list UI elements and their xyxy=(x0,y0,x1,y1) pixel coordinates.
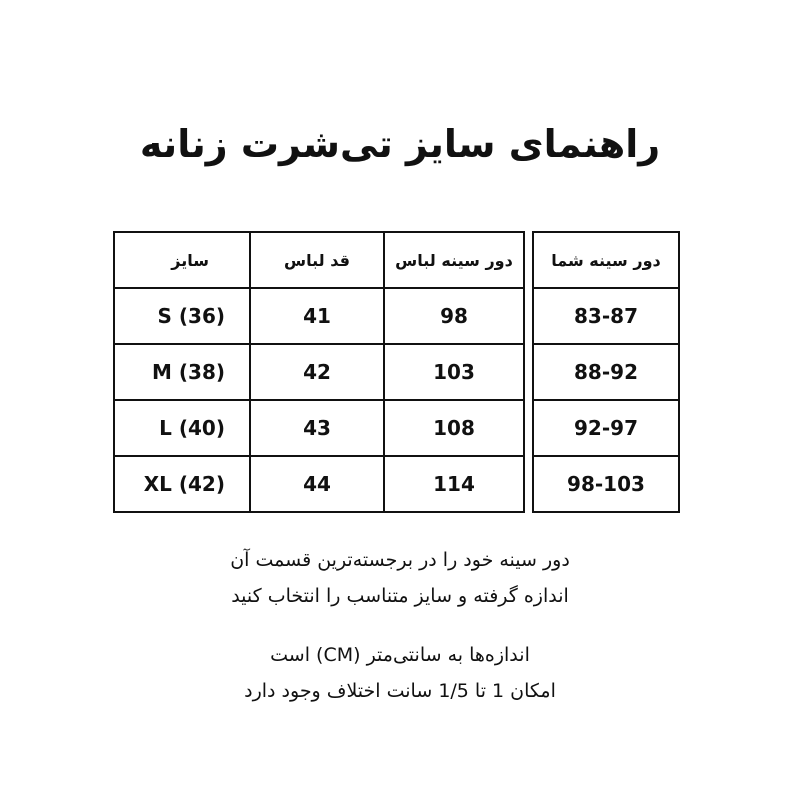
table-row xyxy=(533,456,679,512)
instruction-line: دور سینه خود را در برجسته‌ترین قسمت آن xyxy=(230,549,570,571)
table-row xyxy=(114,400,524,456)
garment-chest-cell: 114 xyxy=(384,456,524,512)
page-title: راهنمای سایز تی‌شرت زنانه xyxy=(139,122,661,166)
instruction-line: اندازه گرفته و سایز متناسب را انتخاب کنید xyxy=(231,585,569,607)
body-chest-column-header: دور سینه شما xyxy=(533,232,679,288)
garment-chest-cell: 108 xyxy=(384,400,524,456)
measurement-instructions xyxy=(0,542,800,614)
table-row xyxy=(114,344,524,400)
table-row xyxy=(533,344,679,400)
size-column-header: سایز xyxy=(114,232,250,288)
body-chest-cell: 83-87 xyxy=(533,288,679,344)
table-row xyxy=(533,288,679,344)
length-cell: 41 xyxy=(250,288,384,344)
unit-notes xyxy=(0,637,800,709)
body-chest-header-row xyxy=(533,232,679,288)
body-chest-cell: 92-97 xyxy=(533,400,679,456)
body-chest-cell: 88-92 xyxy=(533,344,679,400)
garment-chest-cell: 103 xyxy=(384,344,524,400)
length-cell: 44 xyxy=(250,456,384,512)
size-table-header-row xyxy=(114,232,524,288)
length-cell: 42 xyxy=(250,344,384,400)
size-cell: XL (42) xyxy=(114,456,250,512)
table-row xyxy=(533,400,679,456)
size-cell: S (36) xyxy=(114,288,250,344)
size-table xyxy=(113,231,525,513)
garment-chest-column-header: دور سینه لباس xyxy=(384,232,524,288)
body-chest-table xyxy=(532,231,680,513)
size-cell: L (40) xyxy=(114,400,250,456)
size-cell: M (38) xyxy=(114,344,250,400)
length-cell: 43 xyxy=(250,400,384,456)
length-column-header: قد لباس xyxy=(250,232,384,288)
body-chest-cell: 98-103 xyxy=(533,456,679,512)
table-row xyxy=(114,456,524,512)
garment-chest-cell: 98 xyxy=(384,288,524,344)
tolerance-line: امکان 1 تا 1/5 سانت اختلاف وجود دارد xyxy=(244,680,556,702)
table-row xyxy=(114,288,524,344)
unit-line: اندازه‌ها به سانتی‌متر (CM) است xyxy=(270,644,530,666)
